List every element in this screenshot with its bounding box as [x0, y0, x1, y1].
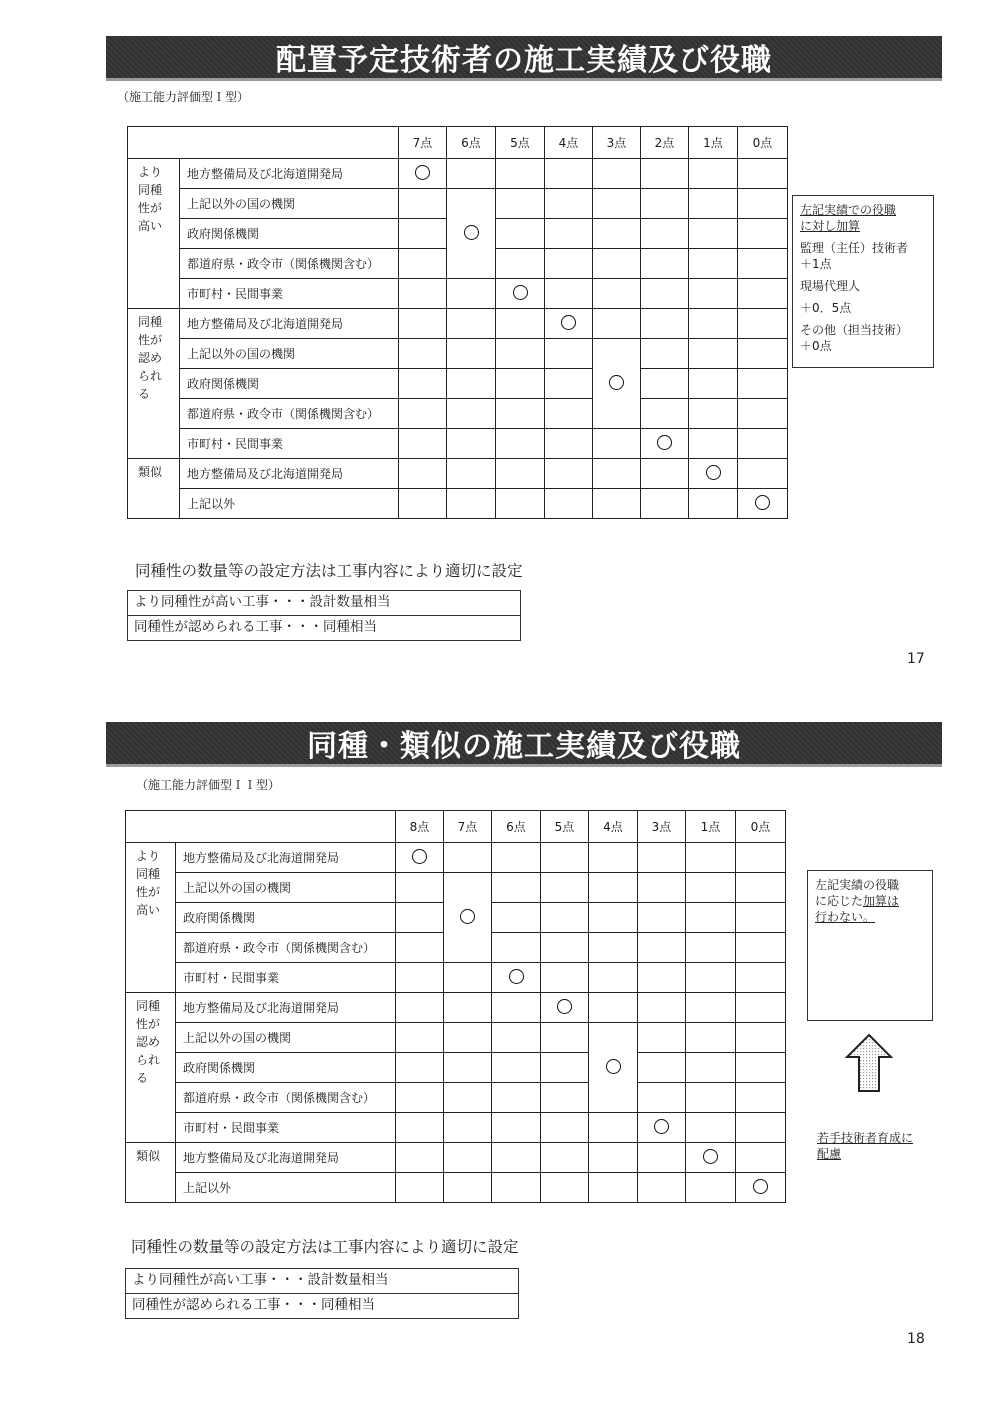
header-cell: 7点	[399, 127, 447, 159]
circle-mark	[703, 1149, 718, 1164]
circle-mark	[415, 165, 430, 180]
box-line: より同種性が高い工事・・・設計数量相当	[128, 591, 520, 616]
circle-mark	[509, 969, 524, 984]
row-label: 上記以外	[180, 489, 399, 519]
header-cell: 3点	[638, 811, 686, 843]
circle-mark	[657, 435, 672, 450]
header-blank	[128, 127, 399, 159]
page-number: 17	[907, 651, 925, 667]
page-title-banner	[106, 722, 942, 767]
score-table	[125, 810, 786, 1203]
row-label: 上記以外の国の機関	[180, 189, 399, 219]
box-line: 同種性が認められる工事・・・同種相当	[134, 619, 377, 635]
arrow-caption: 若手技術者育成に 配慮	[817, 1131, 914, 1161]
score-cell-marked	[638, 1113, 686, 1143]
score-cell-marked	[736, 1173, 786, 1203]
quantity-box	[127, 590, 521, 641]
score-cell-marked	[686, 1143, 736, 1173]
row-label: 地方整備局及び北海道開発局	[180, 309, 399, 339]
header-cell: 1点	[686, 811, 736, 843]
header-cell: 7点	[444, 811, 492, 843]
score-cell-marked	[444, 873, 492, 963]
row-label: 地方整備局及び北海道開発局	[180, 459, 399, 489]
score-cell-marked	[545, 309, 593, 339]
circle-mark	[654, 1119, 669, 1134]
row-label: 地方整備局及び北海道開発局	[176, 843, 396, 873]
score-cell-marked	[738, 489, 788, 519]
score-cell-marked	[593, 339, 641, 429]
side-note-box: 左記実績での役職 に対し加算 監理（主任）技術者 ＋1点 現場代理人 ＋0．5点 その他（担当技術） ＋0点	[792, 195, 934, 368]
row-label: 市町村・民間事業	[180, 429, 399, 459]
setting-text: 同種性の数量等の設定方法は工事内容により適切に設定	[135, 562, 523, 580]
row-label: 都道府県・政令市（関係機関含む）	[176, 1083, 396, 1113]
header-cell: 5点	[496, 127, 545, 159]
box-line: より同種性が高い工事・・・設計数量相当	[126, 1269, 518, 1294]
row-label: 政府関係機関	[176, 903, 396, 933]
circle-mark	[561, 315, 576, 330]
header-cell: 4点	[545, 127, 593, 159]
row-label: 市町村・民間事業	[180, 279, 399, 309]
row-label: 上記以外の国の機関	[176, 873, 396, 903]
row-label: 政府関係機関	[180, 219, 399, 249]
row-label: 政府関係機関	[180, 369, 399, 399]
score-cell-marked	[399, 159, 447, 189]
circle-mark	[412, 849, 427, 864]
score-cell-marked	[641, 429, 689, 459]
header-cell: 1点	[689, 127, 738, 159]
row-label: 都道府県・政令市（関係機関含む）	[176, 933, 396, 963]
circle-mark	[557, 999, 572, 1014]
row-label: 上記以外の国の機関	[176, 1023, 396, 1053]
box-line: 同種性が認められる工事・・・同種相当	[132, 1297, 375, 1313]
header-cell: 5点	[541, 811, 589, 843]
circle-mark	[464, 225, 479, 240]
header-cell: 0点	[736, 811, 786, 843]
circle-mark	[706, 465, 721, 480]
page-title-banner	[106, 36, 942, 81]
subtitle: （施工能力評価型ＩＩ型）	[136, 778, 281, 792]
setting-text: 同種性の数量等の設定方法は工事内容により適切に設定	[131, 1238, 519, 1256]
page-title: 配置予定技術者の施工実績及び役職	[276, 43, 772, 78]
row-label: 上記以外の国の機関	[180, 339, 399, 369]
header-cell: 3点	[593, 127, 641, 159]
header-cell: 6点	[492, 811, 541, 843]
category-similar: 類似	[128, 459, 180, 519]
circle-mark	[460, 909, 475, 924]
score-cell-marked	[492, 963, 541, 993]
circle-mark	[513, 285, 528, 300]
header-cell: 8点	[396, 811, 444, 843]
quantity-box	[125, 1268, 519, 1319]
row-label: 市町村・民間事業	[176, 963, 396, 993]
header-cell: 0点	[738, 127, 788, 159]
page-title: 同種・類似の施工実績及び役職	[307, 729, 741, 764]
circle-mark	[755, 495, 770, 510]
row-label: 政府関係機関	[176, 1053, 396, 1083]
category-high: より 同種 性が 高い	[126, 843, 176, 993]
up-arrow-icon	[845, 1033, 893, 1095]
score-cell-marked	[541, 993, 589, 1023]
row-label: 地方整備局及び北海道開発局	[176, 1143, 396, 1173]
row-label: 上記以外	[176, 1173, 396, 1203]
category-high: より 同種 性が 高い	[128, 159, 180, 309]
circle-mark	[753, 1179, 768, 1194]
row-label: 地方整備局及び北海道開発局	[176, 993, 396, 1023]
category-similar: 類似	[126, 1143, 176, 1203]
score-table	[127, 126, 788, 519]
score-cell-marked	[589, 1023, 638, 1113]
header-blank	[126, 811, 396, 843]
circle-mark	[609, 375, 624, 390]
circle-mark	[606, 1059, 621, 1074]
score-cell-marked	[447, 189, 496, 279]
category-recognized: 同種 性が 認め られ る	[128, 309, 180, 459]
score-cell-marked	[396, 843, 444, 873]
row-label: 都道府県・政令市（関係機関含む）	[180, 249, 399, 279]
header-cell: 2点	[641, 127, 689, 159]
row-label: 地方整備局及び北海道開発局	[180, 159, 399, 189]
side-note-box: 左記実績の役職 に応じた加算は 行わない。	[807, 870, 933, 1021]
header-cell: 6点	[447, 127, 496, 159]
score-cell-marked	[689, 459, 738, 489]
header-cell: 4点	[589, 811, 638, 843]
subtitle: （施工能力評価型Ｉ型）	[117, 90, 250, 104]
score-cell-marked	[496, 279, 545, 309]
row-label: 都道府県・政令市（関係機関含む）	[180, 399, 399, 429]
page-number: 18	[907, 1331, 925, 1347]
row-label: 市町村・民間事業	[176, 1113, 396, 1143]
category-recognized: 同種 性が 認め られ る	[126, 993, 176, 1143]
